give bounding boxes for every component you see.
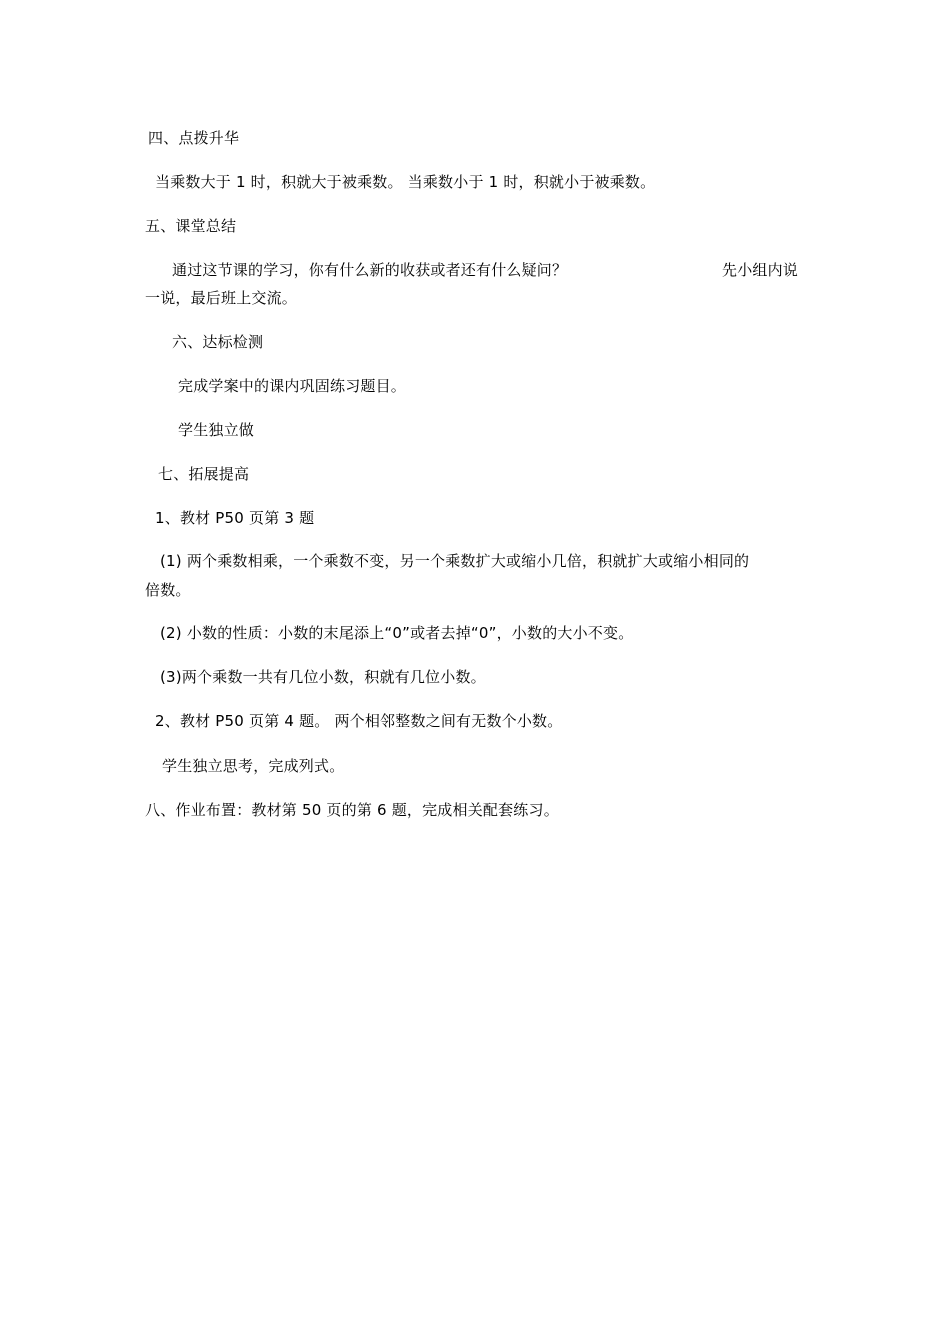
section-4-heading: 四、点拨升华 [148,129,240,147]
section-7-point-1-line-2: 倍数。 [145,581,191,599]
section-7-point-3: (3)两个乘数一共有几位小数，积就有几位小数。 [160,668,486,686]
section-7-point-1-line-1: (1) 两个乘数相乘，一个乘数不变，另一个乘数扩大或缩小几倍，积就扩大或缩小相同的 [160,552,750,570]
section-6-heading: 六、达标检测 [172,333,264,351]
section-6-note: 学生独立做 [178,421,255,439]
section-8-text: 八、作业布置：教材第 50 页的第 6 题，完成相关配套练习。 [145,801,559,819]
section-5-instruction-part2: 一说，最后班上交流。 [145,289,298,307]
section-4-text: 当乘数大于 1 时，积就大于被乘数。 当乘数小于 1 时，积就小于被乘数。 [155,173,656,191]
section-5-heading: 五、课堂总结 [145,217,237,235]
section-7-heading: 七、拓展提高 [158,465,250,483]
section-7-note: 学生独立思考，完成列式。 [162,757,345,775]
section-5-instruction-part1: 先小组内说 [722,261,799,279]
section-6-task: 完成学案中的课内巩固练习题目。 [178,377,407,395]
section-7-item-1: 1、教材 P50 页第 3 题 [155,509,315,527]
section-5-question: 通过这节课的学习，你有什么新的收获或者还有什么疑问？ [172,261,568,279]
section-7-point-2: (2) 小数的性质：小数的末尾添上“0”或者去掉“0”，小数的大小不变。 [160,624,634,642]
section-7-item-2: 2、教材 P50 页第 4 题。 两个相邻整数之间有无数个小数。 [155,712,563,730]
